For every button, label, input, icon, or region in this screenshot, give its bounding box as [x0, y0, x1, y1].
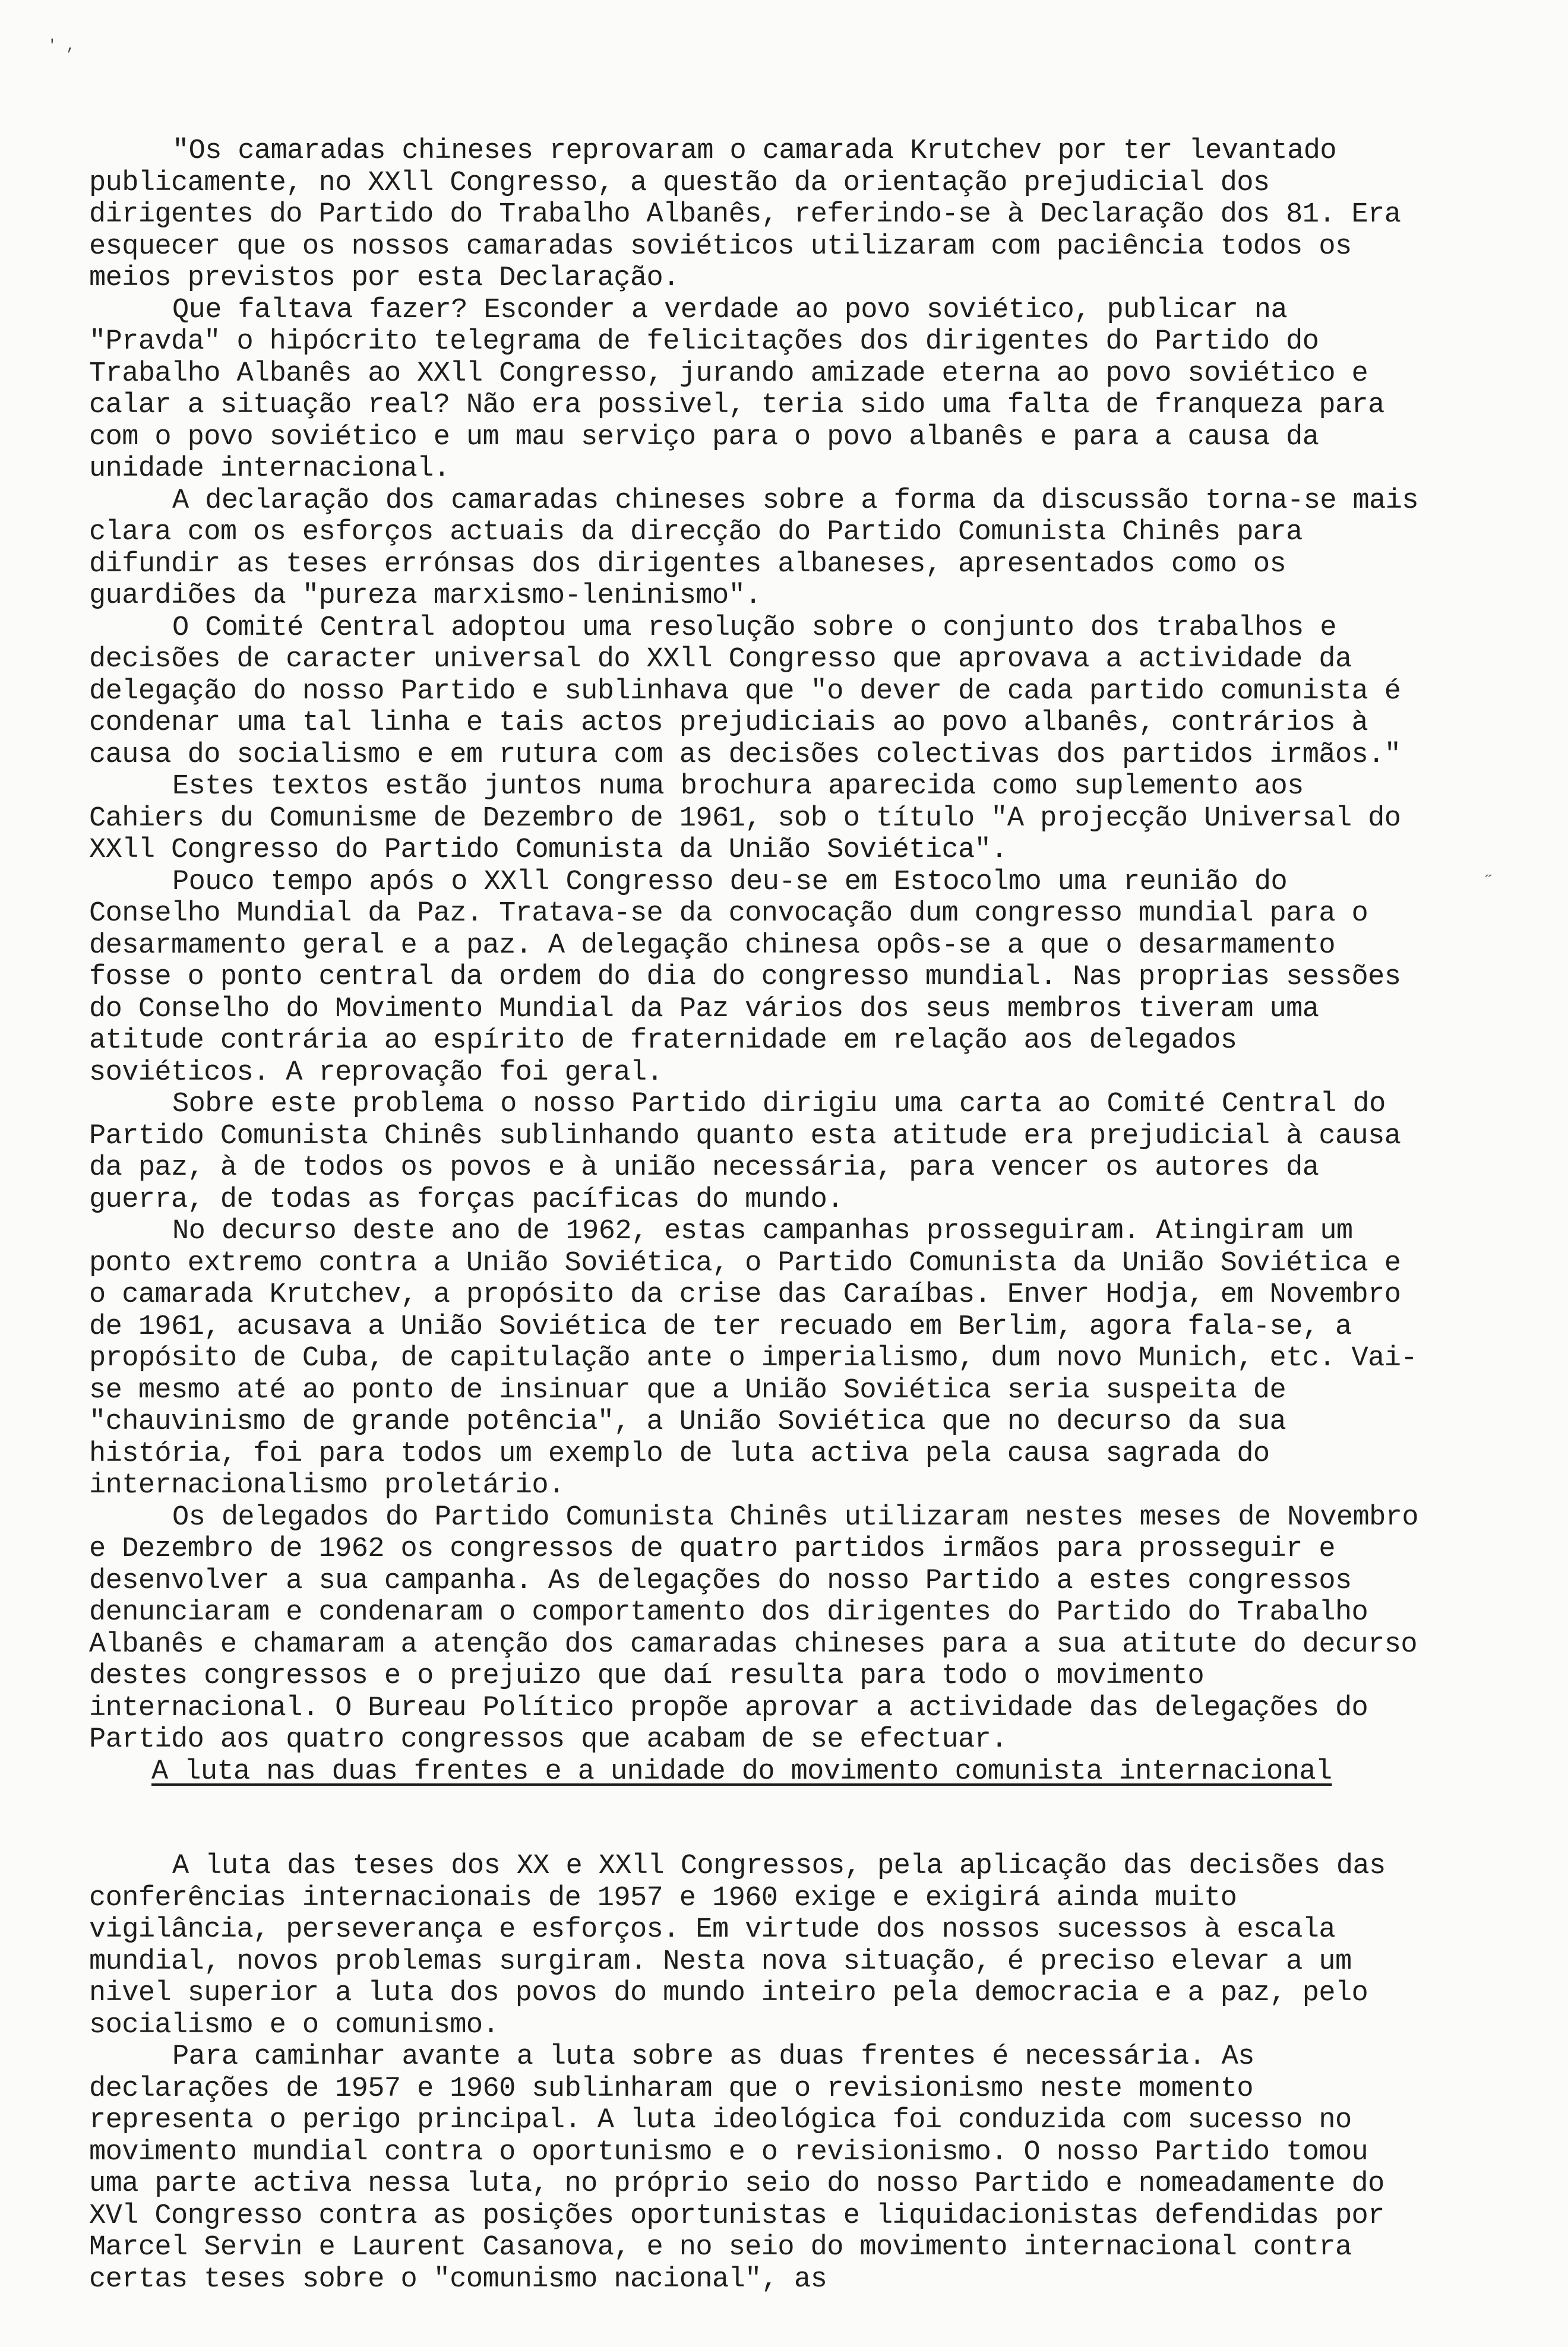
- paragraph: Sobre este problema o nosso Partido dirigiu uma carta ao Comité Central do Partido Comunista Chinês sublinhando quanto esta atitude era prejudicial à causa da paz, à de todos os povos e à união necessária, para vencer os autores da guerra, de todas as forças pacíficas do mundo.: [89, 1089, 1401, 1216]
- paragraph: Os delegados do Partido Comunista Chinês utilizaram nestes meses de Novembro e Dezembro de 1962 os congressos de quatro partidos irmãos para prosseguir e desenvolver a sua campanha. As delegações do nosso Partido a estes congressos denunciaram e condenaram o comportamento dos dirigentes do Partido do Trabalho Albanês e chamaram a atenção dos camaradas chineses para a sua atitute do decurso destes congressos e o prejuizo que daí resulta para todo o movimento internacional. O Bureau Político propõe aprovar a actividade das delegações do Partido aos quatro congressos que acabam de se efectuar.: [89, 1501, 1418, 1755]
- typewritten-text: [89, 135, 1431, 2295]
- margin-mark: ˝: [1485, 873, 1496, 893]
- paragraph: Pouco tempo após o XXll Congresso deu-se em Estocolmo uma reunião do Conselho Mundial da Paz. Tratava-se da convocação dum congresso mundial para o desarmamento geral e a paz. A delegação chinesa opôs-se a que o desarmamento fosse o ponto central da ordem do dia do congresso mundial. Nas proprias sessões do Conselho do Movimento Mundial da Paz vários dos seus membros tiveram uma atitude contrária ao espírito de fraternidade em relação aos delegados soviéticos. A reprovação foi geral.: [89, 866, 1401, 1089]
- paragraph: A declaração dos camaradas chineses sobre a forma da discussão torna-se mais clara com os esforços actuais da direcção do Partido Comunista Chinês para difundir as teses errónsas dos dirigentes albaneses, apresentados como os guardiões da "pureza marxismo-leninismo".: [89, 485, 1418, 612]
- paragraph: Estes textos estão juntos numa brochura aparecida como suplemento aos Cahiers du Comunisme de Dezembro de 1961, sob o título "A projecção Universal do XXll Congresso do Partido Comunista da União Soviética".: [89, 771, 1401, 866]
- paragraph: No decurso deste ano de 1962, estas campanhas prosseguiram. Atingiram um ponto extremo contra a União Soviética, o Partido Comunista da União Soviética e o camarada Krutchev, a propósito da crise das Caraíbas. Enver Hodja, em Novembro de 1961, acusava a União Soviética de ter recuado em Berlim, agora fala-se, a propósito de Cuba, de capitulação ante o imperialismo, dum novo Munich, etc. Vai-se mesmo até ao ponto de insinuar que a União Soviética seria suspeita de "chauvinismo de grande potência", a União Soviética que no decurso da sua história, foi para todos um exemplo de luta activa pela causa sagrada do internacionalismo proletário.: [89, 1216, 1417, 1501]
- paragraph: "Os camaradas chineses reprovaram o camarada Krutchev por ter levantado publicamente, no XXll Congresso, a questão da orientação prejudicial dos dirigentes do Partido do Trabalho Albanês, referindo-se à Declaração dos 81. Era esquecer que os nossos camaradas soviéticos utilizaram com paciência todos os meios previstos por esta Declaração.: [89, 135, 1401, 294]
- paragraph: A luta das teses dos XX e XXll Congressos, pela aplicação das decisões das conferências internacionais de 1957 e 1960 exige e exigirá ainda muito vigilância, perseverança e esforços. Em virtude dos nossos sucessos à escala mundial, novos problemas surgiram. Nesta nova situação, é preciso elevar a um nivel superior a luta dos povos do mundo inteiro pela democracia e a paz, pelo socialismo e o comunismo.: [89, 1851, 1386, 2041]
- page-corner-marks: ' ,: [48, 37, 75, 55]
- paragraph: O Comité Central adoptou uma resolução sobre o conjunto dos trabalhos e decisões de caracter universal do XXll Congresso que aprovava a actividade da delegação do nosso Partido e sublinhava que "o dever de cada partido comunista é condenar uma tal linha e tais actos prejudiciais ao povo albanês, contrários à causa do socialismo e em rutura com as decisões colectivas dos partidos irmãos.": [89, 612, 1401, 771]
- paragraph: Para caminhar avante a luta sobre as duas frentes é necessária. As declarações de 1957 e 1960 sublinharam que o revisionismo neste momento representa o perigo principal. A luta ideológica foi conduzida com sucesso no movimento mundial contra o oportunismo e o revisionismo. O nosso Partido tomou uma parte activa nessa luta, no próprio seio do nosso Partido e nomeadamente do XVl Congresso contra as posições oportunistas e liquidacionistas defendidas por Marcel Servin e Laurent Casanova, e no seio do movimento internacional contra certas teses sobre o "comunismo nacional", as: [89, 2041, 1384, 2295]
- paragraph: Que faltava fazer? Esconder a verdade ao povo soviético, publicar na "Pravda" o hipócrito telegrama de felicitações dos dirigentes do Partido do Trabalho Albanês ao XXll Congresso, jurando amizade eterna ao povo soviético e calar a situação real? Não era possivel, teria sido uma falta de franqueza para com o povo soviético e um mau serviço para o povo albanês e para a causa da unidade internacional.: [89, 294, 1384, 485]
- spacer: [89, 1788, 1431, 1851]
- section-heading: A luta nas duas frentes e a unidade do movimento comunista internacional: [151, 1755, 1332, 1788]
